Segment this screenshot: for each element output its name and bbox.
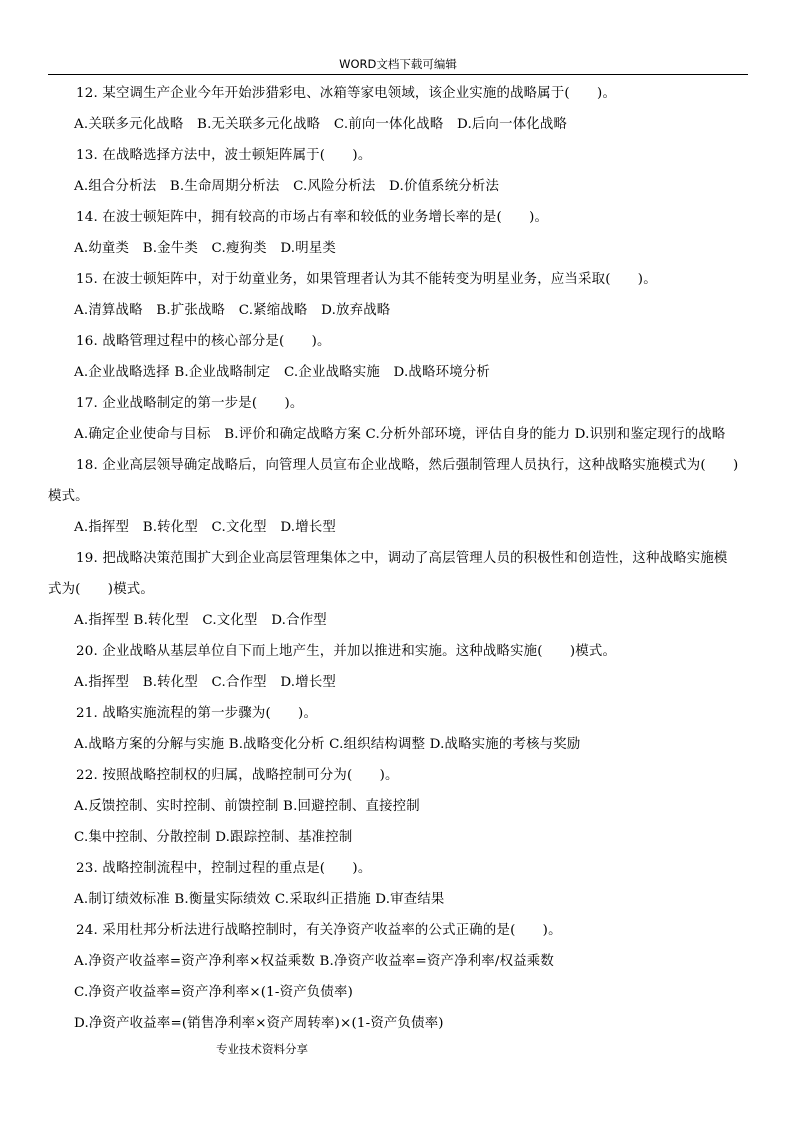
question-text: 13. 在战略选择方法中，波士顿矩阵属于( )。 — [76, 148, 372, 163]
answer-options: C.净资产收益率=资产净利率×(1-资产负债率) — [74, 985, 354, 1000]
answer-options: A.清算战略 B.扩张战略 C.紧缩战略 D.放弃战略 — [74, 303, 391, 318]
question-text: 14. 在波士顿矩阵中，拥有较高的市场占有率和较低的业务增长率的是( )。 — [76, 210, 549, 225]
question-text: 12. 某空调生产企业今年开始涉猎彩电、冰箱等家电领域，该企业实施的战略属于( )。 — [76, 86, 617, 101]
question-text: 19. 把战略决策范围扩大到企业高层管理集体之中，调动了高层管理人员的积极性和创造性，这种战略实施模 — [76, 551, 728, 566]
answer-options: A.组合分析法 B.生命周期分析法 C.风险分析法 D.价值系统分析法 — [74, 179, 500, 194]
answer-options: A.关联多元化战略 B.无关联多元化战略 C.前向一体化战略 D.后向一体化战略 — [74, 117, 568, 132]
header-divider — [48, 74, 748, 75]
answer-options: A.幼童类 B.金牛类 C.瘦狗类 D.明星类 — [74, 241, 337, 256]
page-footer-text: 专业技术资料分享 — [216, 1042, 308, 1056]
answer-options: A.反馈控制、实时控制、前馈控制 B.回避控制、直接控制 — [74, 799, 420, 814]
answer-options: A.战略方案的分解与实施 B.战略变化分析 C.组织结构调整 D.战略实施的考核与奖励 — [74, 737, 581, 752]
question-text: 20. 企业战略从基层单位自下而上地产生，并加以推进和实施。这种战略实施( )模式。 — [76, 644, 617, 659]
question-text: 22. 按照战略控制权的归属，战略控制可分为( )。 — [76, 768, 399, 783]
answer-options: A.净资产收益率=资产净利率×权益乘数 B.净资产收益率=资产净利率/权益乘数 — [74, 954, 554, 969]
answer-options: A.确定企业使命与目标 B.评价和确定战略方案 C.分析外部环境，评估自身的能力 D.识别和鉴定现行的战略 — [74, 427, 726, 442]
answer-options: A.指挥型 B.转化型 C.合作型 D.增长型 — [74, 675, 337, 690]
answer-options: A.制订绩效标准 B.衡量实际绩效 C.采取纠正措施 D.审查结果 — [74, 892, 445, 907]
question-text: 16. 战略管理过程中的核心部分是( )。 — [76, 334, 331, 349]
question-text: 17. 企业战略制定的第一步是( )。 — [76, 396, 304, 411]
answer-options: D.净资产收益率=(销售净利率×资产周转率)×(1-资产负债率) — [74, 1016, 444, 1031]
answer-options: A.指挥型 B.转化型 C.文化型 D.合作型 — [74, 613, 327, 628]
question-text: 15. 在波士顿矩阵中，对于幼童业务，如果管理者认为其不能转变为明星业务，应当采取( )。 — [76, 272, 657, 287]
answer-options: A.企业战略选择 B.企业战略制定 C.企业战略实施 D.战略环境分析 — [74, 365, 490, 380]
question-text: 24. 采用杜邦分析法进行战略控制时，有关净资产收益率的公式正确的是( )。 — [76, 923, 562, 938]
answer-options: A.指挥型 B.转化型 C.文化型 D.增长型 — [74, 520, 337, 535]
question-continuation: 式为( )模式。 — [48, 582, 154, 597]
question-text: 23. 战略控制流程中，控制过程的重点是( )。 — [76, 861, 372, 876]
question-continuation: 模式。 — [48, 489, 89, 504]
page-header-title: WORD文档下载可编辑 — [339, 57, 457, 71]
question-text: 18. 企业高层领导确定战略后，向管理人员宣布企业战略，然后强制管理人员执行，这种战略实施模式为( ) — [76, 458, 739, 473]
question-text: 21. 战略实施流程的第一步骤为( )。 — [76, 706, 318, 721]
document-body — [48, 78, 748, 1039]
answer-options: C.集中控制、分散控制 D.跟踪控制、基准控制 — [74, 830, 353, 845]
